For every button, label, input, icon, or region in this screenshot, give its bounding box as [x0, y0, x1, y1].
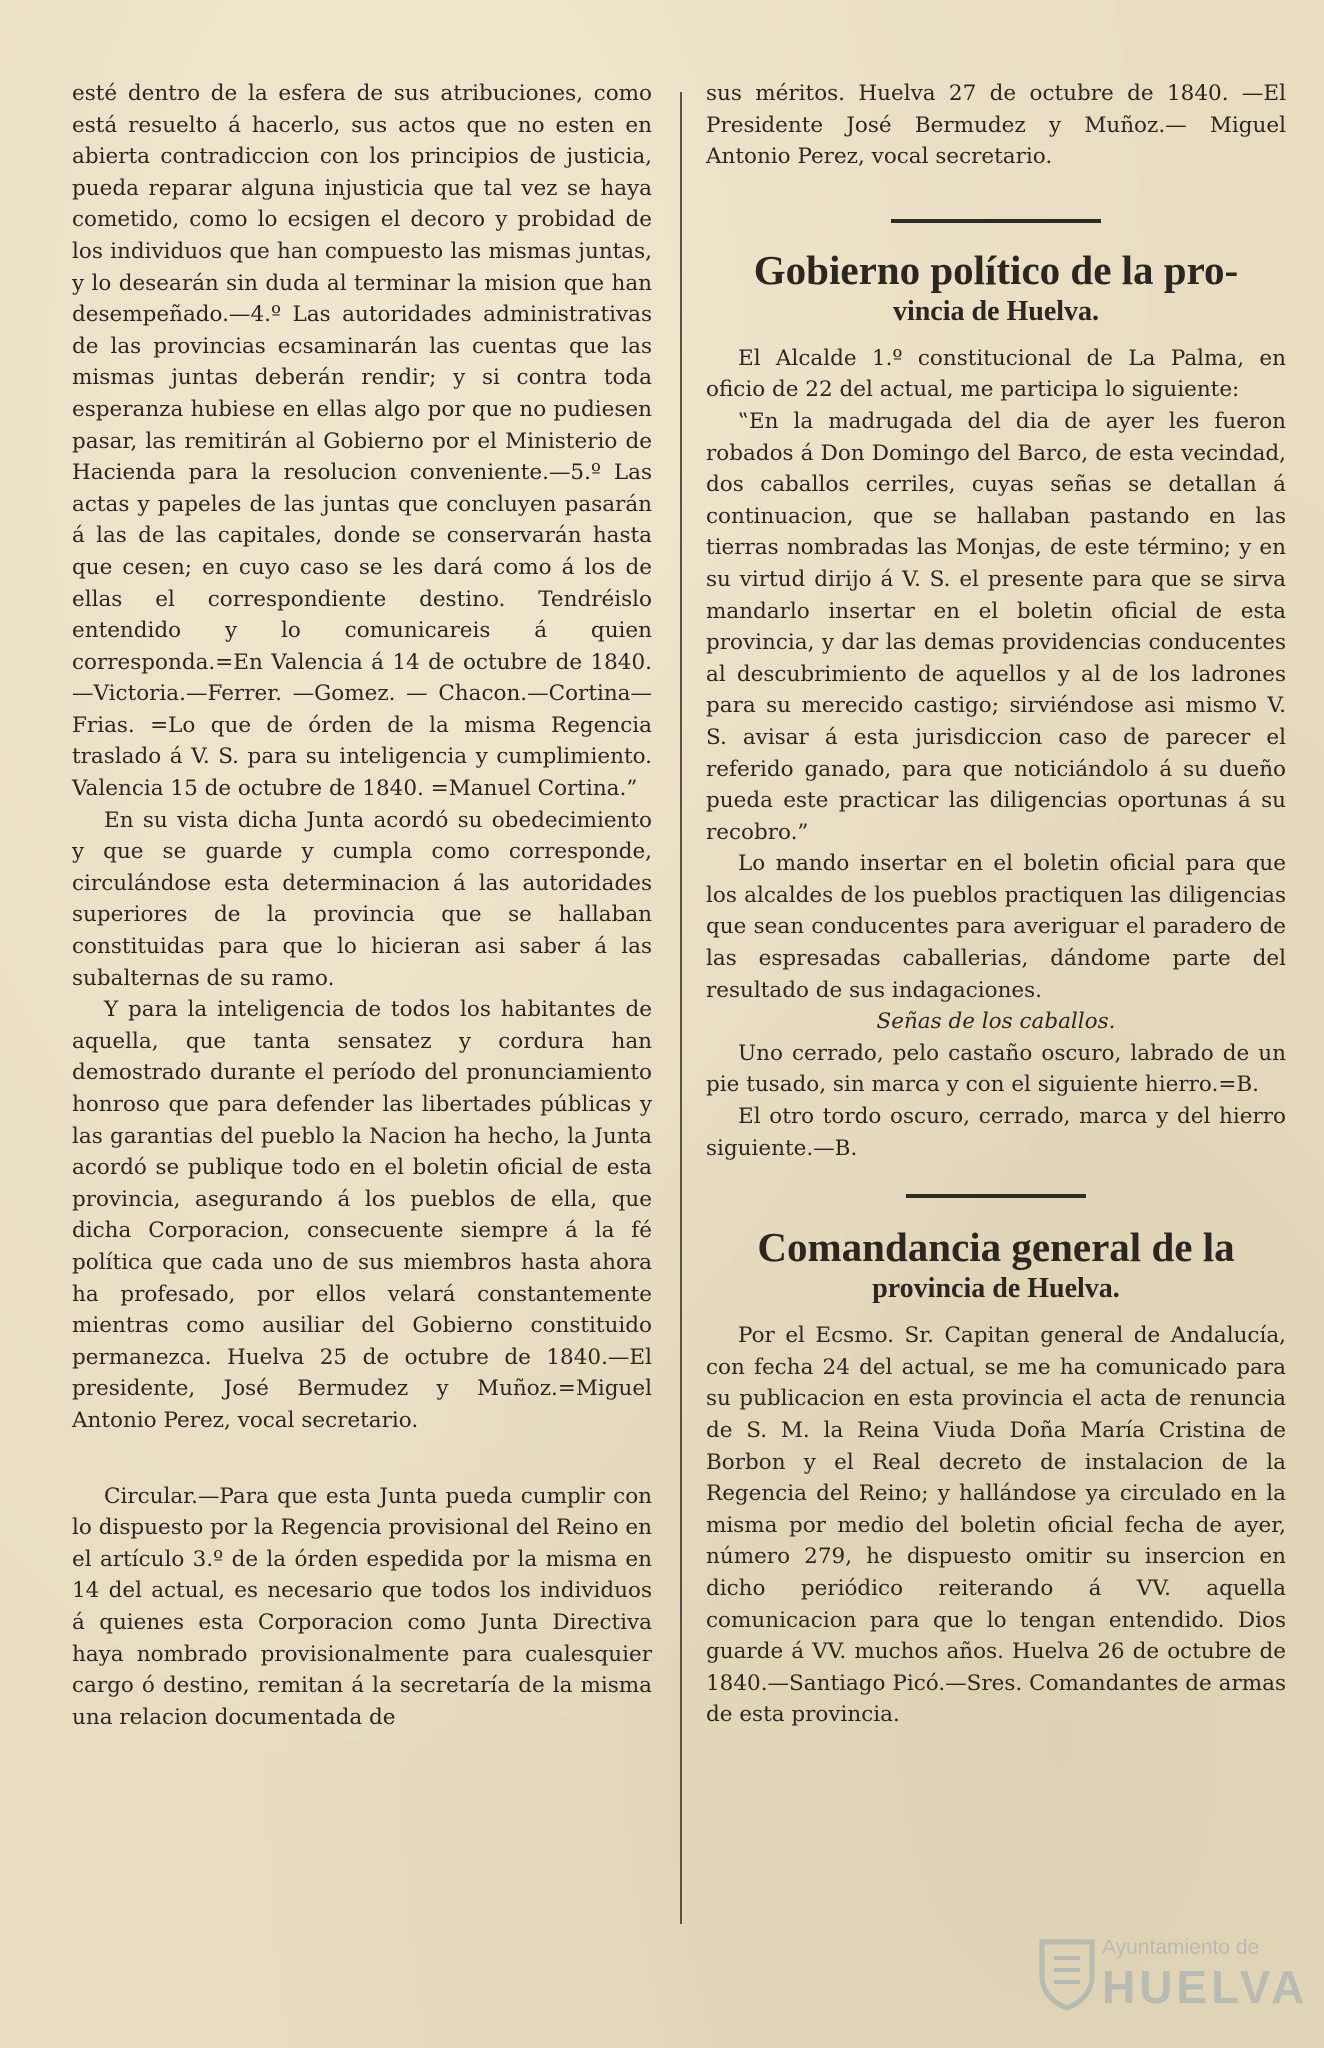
gobierno-paragraph-4: Uno cerrado, pelo castaño oscuro, labrado de un pie tusado, sin marca y con el siguiente hierro.=B. [706, 1040, 1286, 1098]
section-separator [891, 219, 1101, 223]
left-paragraph-3: Y para la inteligencia de todos los habitantes de aquella, que tanta sensatez y cordura han demostrado durante el período del pronunciamiento honroso que para defender las libertades públicas y las garantias del pueblo la Nacion ha hecho, la Junta acordó se publique todo en el boletin oficial de esta provincia, asegurando á los pueblos de ella, que dicha Corporacion, consecuente siempre á la fé política que cada uno de sus miembros hasta ahora ha profesado, por ellos velará constantemente mientras como ausiliar del Gobierno constituido permanezca. Huelva 25 de octubre de 1840.—El presidente, José Bermudez y Muñoz.=Miguel Antonio Perez, vocal secretario. [72, 997, 652, 1433]
column-divider [680, 92, 682, 1924]
section-heading-comandancia: Comandancia general de la [757, 1224, 1235, 1271]
paragraph-gap [72, 1437, 652, 1481]
gobierno-paragraph-2: ‟En la madrugada del dia de ayer les fueron robados á Don Domingo del Barco, de esta vecindad, dos caballos cerriles, cuyas señas se detallan á continuacion, que se hallaban pastando en las tierras nombradas las Monjas, de este término; y en su virtud dirijo á V. S. el presente para que se sirva mandarlo insertar en el boletin oficial de esta provincia, y dar las demas providencias conducentes al descubrimiento de aquellos y al de los ladrones para su merecido castigo; sirviéndose asi mismo V. S. avisar á esta jurisdiccion caso de parecer el referido ganado, para que noticiándolo á su dueño pueda este practicar las diligencias oportunas á su recobro.” [706, 408, 1286, 845]
right-column [706, 78, 1286, 1731]
watermark-line-1: Ayuntamiento de [1102, 1936, 1260, 1959]
section-heading-gobierno: Gobierno político de la pro- [753, 246, 1239, 293]
left-paragraph-1: esté dentro de la esfera de sus atribuciones, como está resuelto á hacerlo, sus actos que no esten en abierta contradiccion con los principios de justicia, pueda reparar alguna injusticia que tal vez se haya cometido, como lo ecsigen el decoro y probidad de los individuos que han compuesto las mismas juntas, y lo desearán sin duda al terminar la mision que han desempeñado.—4.º Las autoridades administrativas de las provincias ecsaminarán las cuentas que las mismas juntas deberán rendir; y si contra toda esperanza hubiese en ellas algo por que no pudiesen pasar, las remitirán al Gobierno por el Ministerio de Hacienda para la resolucion conveniente.—5.º Las actas y papeles de las juntas que concluyen pasarán á las de las capitales, donde se conservarán hasta que cesen; en cuyo caso se les dará como á los de ellas el correspondiente destino. Tendréislo entendido y lo comunicareis á quien corresponda.=En Valencia á 14 de octubre de 1840.—Victoria.—Ferrer. —Gomez. — Chacon.—Cortina—Frias. =Lo que de órden de la misma Regencia traslado á V. S. para su inteligencia y cumplimiento. Valencia 15 de octubre de 1840. =Manuel Cortina.” [72, 81, 652, 802]
comandancia-paragraph-1: Por el Ecsmo. Sr. Capitan general de Andalucía, con fecha 24 del actual, se me ha comunicado para su publicacion en esta provincia el acta de renuncia de S. M. la Reina Viuda Doña María Cristina de Borbon y el Real decreto de instalacion de la Regencia del Reino; y hallándose ya circulado en la misma por medio del boletin oficial fecha de ayer, número 279, he dispuesto omitir su insercion en dicho periódico reiterando á VV. aquella comunicacion para que lo tengan entendido. Dios guarde á VV. muchos años. Huelva 26 de octubre de 1840.—Santiago Picó.—Sres. Comandantes de armas de esta provincia. [706, 1323, 1286, 1728]
left-paragraph-2: En su vista dicha Junta acordó su obedecimiento y que se guarde y cumpla como corresponde, circulándose esta determinacion á las autoridades superiores de la provincia que se hallaban constituidas para que lo hicieran asi saber á las subalternas de su ramo. [72, 807, 652, 991]
section-subheading-comandancia: provincia de Huelva. [872, 1273, 1120, 1305]
section-subheading-gobierno: vincia de Huelva. [892, 295, 1100, 327]
section-separator [906, 1194, 1086, 1198]
gobierno-paragraph-3: Lo mando insertar en el boletin oficial para que los alcaldes de los pueblos practiquen las diligencias que sean conducentes para averiguar el paradero de las espresadas caballerias, dándome parte del resultado de sus indagaciones. [706, 851, 1286, 1003]
watermark-logo [1038, 1932, 1309, 2022]
gobierno-paragraph-5: El otro tordo oscuro, cerrado, marca y del hierro siguiente.—B. [706, 1104, 1286, 1161]
left-paragraph-circular: Circular.—Para que esta Junta pueda cumplir con lo dispuesto por la Regencia provisional del Reino en el artículo 3.º de la órden espedida por la misma en 14 del actual, es necesario que todos los individuos á quienes esta Corporacion como Junta Directiva haya nombrado provisionalmente para cualesquier cargo ó destino, remitan á la secretaría de la misma una relacion documentada de [72, 1483, 652, 1730]
watermark-line-2: HUELVA [1102, 1961, 1309, 2013]
gobierno-paragraph-1: El Alcalde 1.º constitucional de La Palma, en oficio de 22 del actual, me participa lo siguiente: [706, 345, 1286, 403]
left-column [72, 78, 652, 1733]
city-shield-icon [1038, 1936, 1096, 2010]
right-paragraph-1: sus méritos. Huelva 27 de octubre de 1840. —El Presidente José Bermudez y Muñoz.— Miguel Antonio Perez, vocal secretario. [706, 81, 1286, 170]
senas-title: Señas de los caballos. [876, 1009, 1116, 1035]
